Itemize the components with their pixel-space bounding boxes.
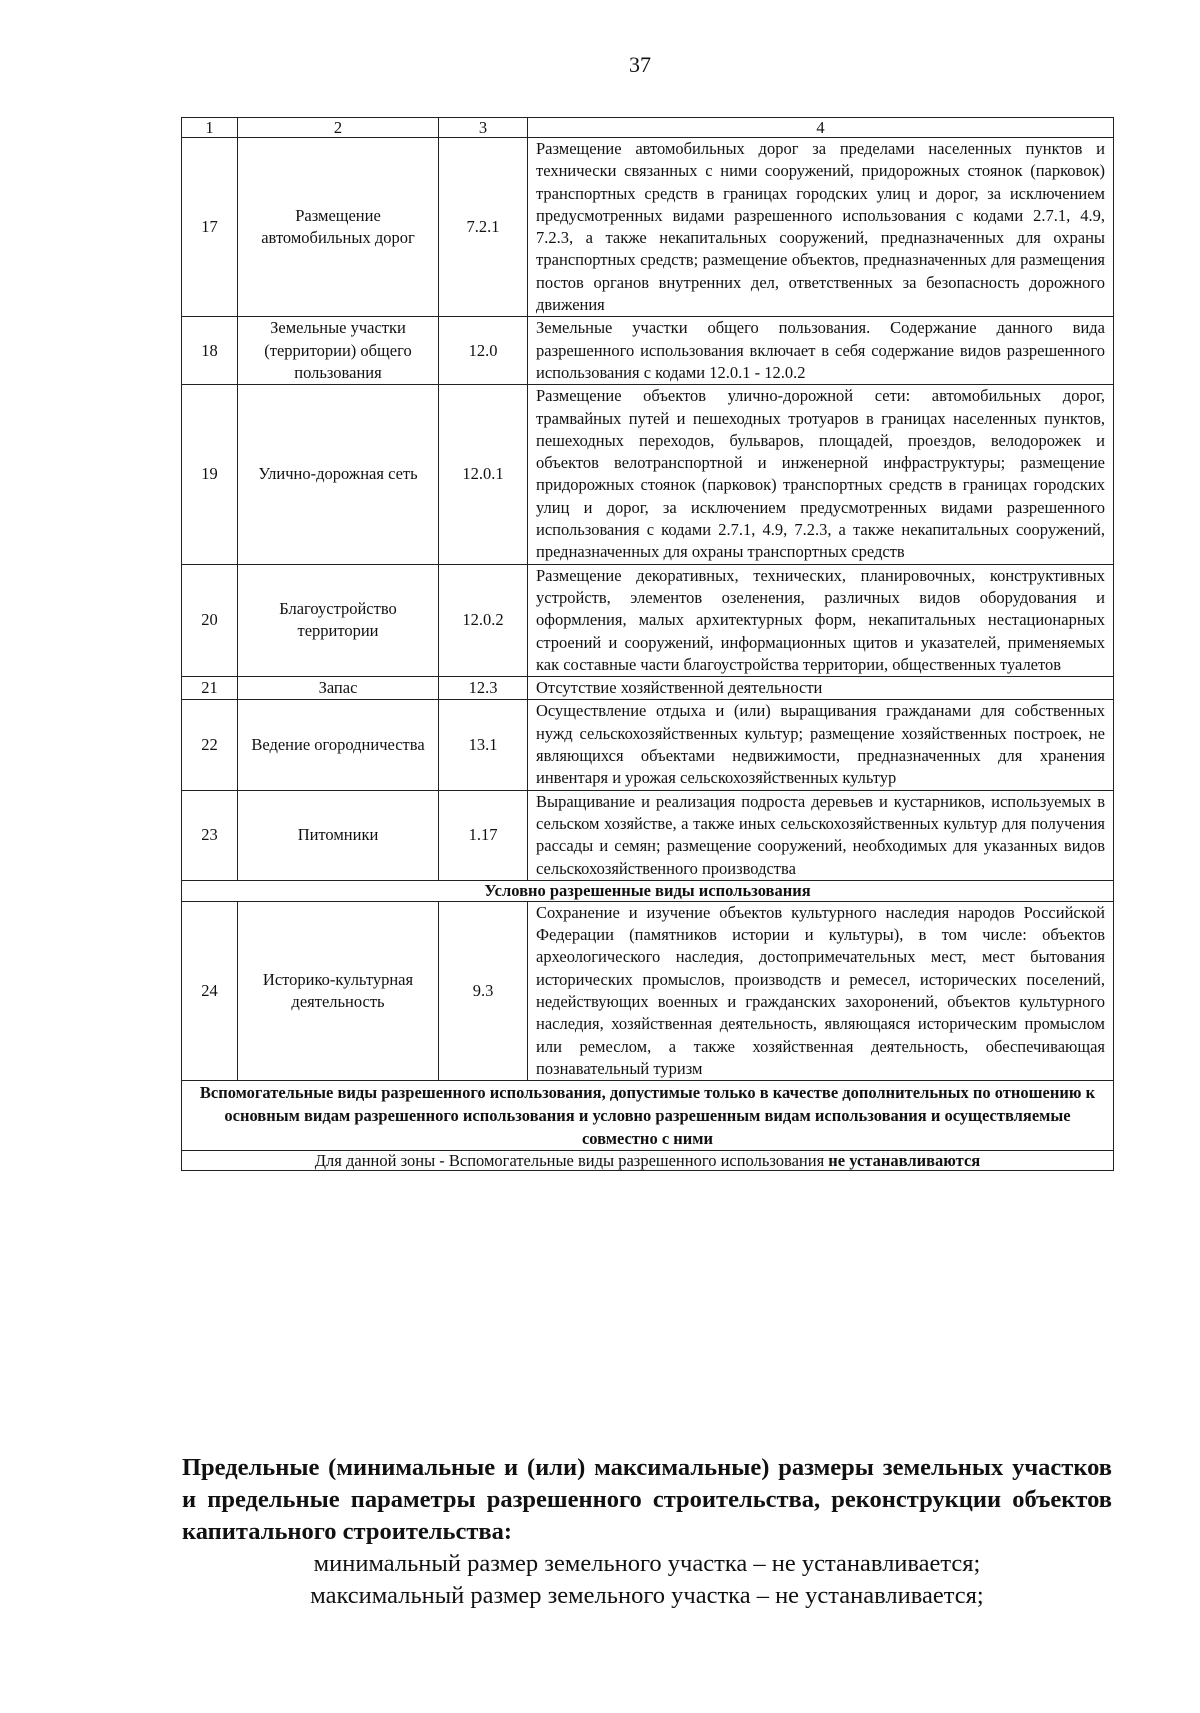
column-header-1: 1	[182, 118, 238, 138]
use-type-name: Питомники	[238, 790, 439, 880]
auxiliary-note	[182, 1151, 1114, 1171]
row-number: 21	[182, 677, 238, 700]
use-type-code: 12.0.2	[439, 564, 528, 676]
row-number: 24	[182, 901, 238, 1080]
use-type-description: Сохранение и изучение объектов культурного наследия народов Российской Федерации (памятников истории и культуры), в том числе: объектов археологического наследия, достопримечательных мест, мест бытования исторических промыслов, производств и ремесел, исторических поселений, недействующих военных и гражданских захоронений, объектов культурного наследия, хозяйственная деятельность, являющаяся историческим промыслом или ремеслом, а также хозяйственная деятельность, обеспечивающая познавательный туризм	[528, 901, 1114, 1080]
max-plot-size: максимальный размер земельного участка – не устанавливается;	[310, 1582, 984, 1609]
use-type-description: Размещение объектов улично-дорожной сети: автомобильных дорог, трамвайных путей и пешеходных тротуаров в границах населенных пунктов, пешеходных переходов, бульваров, площадей, проездов, велодорожек и объектов велотранспортной и инженерной инфраструктуры; размещение придорожных стоянок (парковок) транспортных средств в границах городских улиц и дорог, за исключением предусмотренных видами разрешенного использования с кодами 2.7.1, 4.9, 7.2.3, а также некапитальных сооружений, предназначенных для охраны транспортных средств	[528, 385, 1114, 564]
min-plot-size: минимальный размер земельного участка – не устанавливается;	[313, 1550, 981, 1577]
table-row	[182, 901, 1114, 1080]
use-type-code: 13.1	[439, 700, 528, 790]
conditional-section-title: Условно разрешенные виды использования	[182, 880, 1114, 901]
use-type-code: 1.17	[439, 790, 528, 880]
auxiliary-section-row	[182, 1081, 1114, 1151]
use-type-description: Земельные участки общего пользования. Содержание данного вида разрешенного использования включает в себя содержание видов разрешенного использования с кодами 12.0.1 - 12.0.2	[528, 317, 1114, 385]
use-type-code: 12.0.1	[439, 385, 528, 564]
table-row	[182, 700, 1114, 790]
use-type-code: 12.3	[439, 677, 528, 700]
use-type-name: Запас	[238, 677, 439, 700]
row-number: 20	[182, 564, 238, 676]
use-type-code: 12.0	[439, 317, 528, 385]
table-header-row	[182, 118, 1114, 138]
auxiliary-note-prefix: Для данной зоны - Вспомогательные виды разрешенного использования	[314, 1151, 825, 1171]
use-type-name: Историко-культурная деятельность	[238, 901, 439, 1080]
use-type-code: 9.3	[439, 901, 528, 1080]
table-row	[182, 677, 1114, 700]
column-header-3: 3	[439, 118, 528, 138]
use-type-code: 7.2.1	[439, 138, 528, 317]
table-row	[182, 385, 1114, 564]
row-number: 19	[182, 385, 238, 564]
table-row	[182, 317, 1114, 385]
conditional-section-row	[182, 880, 1114, 901]
table-row	[182, 564, 1114, 676]
auxiliary-section-title: Вспомогательные виды разрешенного использования, допустимые только в качестве дополнительных по отношению к основным видам разрешенного использования и условно разрешенным видам использования и осуществляемые совместно с ними	[182, 1081, 1114, 1151]
use-type-name: Благоустройство территории	[238, 564, 439, 676]
use-type-description: Размещение декоративных, технических, планировочных, конструктивных устройств, элементов озеленения, различных видов оборудования и оформления, малых архитектурных форм, некапитальных нестационарных строений и сооружений, информационных щитов и указателей, применяемых как составные части благоустройства территории, общественных туалетов	[528, 564, 1114, 676]
use-type-name: Земельные участки (территории) общего пользования	[238, 317, 439, 385]
row-number: 22	[182, 700, 238, 790]
table-row	[182, 790, 1114, 880]
use-type-description: Выращивание и реализация подроста деревьев и кустарников, используемых в сельском хозяйстве, а также иных сельскохозяйственных культур для получения рассады и семян; размещение сооружений, необходимых для указанных видов сельскохозяйственного производства	[528, 790, 1114, 880]
land-use-table	[181, 117, 1114, 1171]
use-type-description: Отсутствие хозяйственной деятельности	[528, 677, 1114, 700]
auxiliary-note-emphasis: не устанавливаются	[828, 1151, 981, 1171]
column-header-2: 2	[238, 118, 439, 138]
auxiliary-note-row	[182, 1151, 1114, 1171]
use-type-name: Ведение огородничества	[238, 700, 439, 790]
limits-section	[182, 1452, 1112, 1612]
row-number: 18	[182, 317, 238, 385]
limits-heading: Предельные (минимальные и (или) максимальные) размеры земельных участков и предельные параметры разрешенного строительства, реконструкции объектов капитального строительства:	[182, 1454, 1112, 1545]
page-number: 37	[629, 52, 651, 77]
use-type-description: Размещение автомобильных дорог за пределами населенных пунктов и технически связанных с ними сооружений, придорожных стоянок (парковок) транспортных средств в границах городских улиц и дорог, за исключением предусмотренных видами разрешенного использования с кодами 2.7.1, 4.9, 7.2.3, а также некапитальных сооружений, предназначенных для охраны транспортных средств; размещение объектов, предназначенных для размещения постов органов внутренних дел, ответственных за безопасность дорожного движения	[528, 138, 1114, 317]
use-type-name: Размещение автомобильных дорог	[238, 138, 439, 317]
table-row	[182, 138, 1114, 317]
column-header-4: 4	[528, 118, 1114, 138]
use-type-description: Осуществление отдыха и (или) выращивания гражданами для собственных нужд сельскохозяйственных культур; размещение хозяйственных построек, не являющихся объектами недвижимости, предназначенных для хранения инвентаря и урожая сельскохозяйственных культур	[528, 700, 1114, 790]
row-number: 17	[182, 138, 238, 317]
use-type-name: Улично-дорожная сеть	[238, 385, 439, 564]
row-number: 23	[182, 790, 238, 880]
